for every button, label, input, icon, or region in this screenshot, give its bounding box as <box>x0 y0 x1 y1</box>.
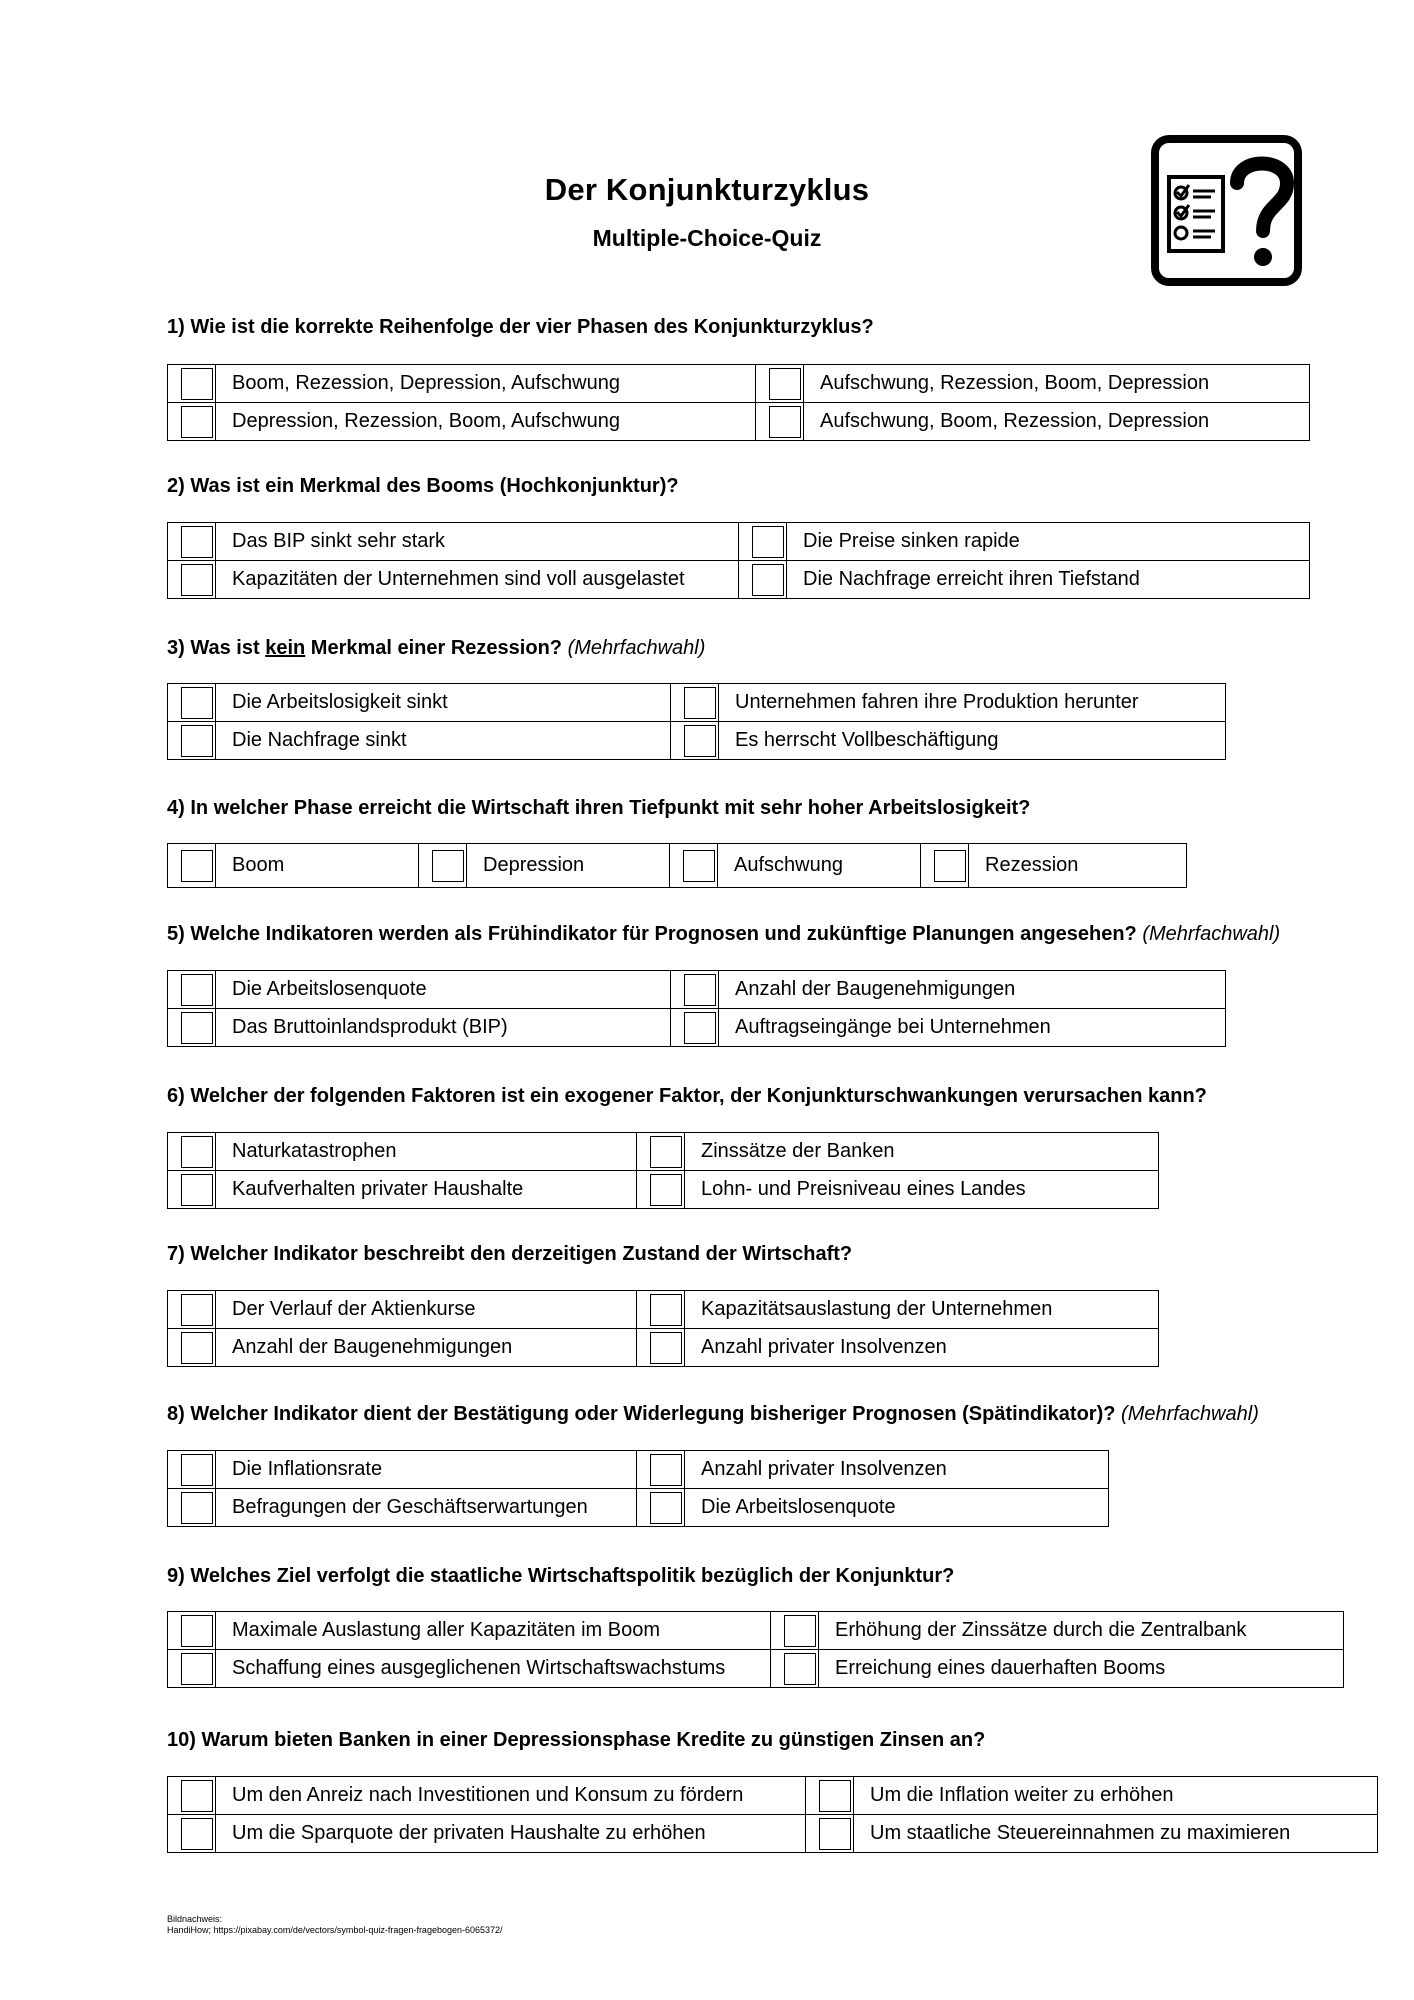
answer-checkbox-cell <box>168 1612 216 1650</box>
answer-checkbox-cell <box>771 1612 819 1650</box>
answer-option: Um die Sparquote der privaten Haushalte zu erhöhen <box>216 1815 806 1853</box>
answer-checkbox-cell <box>637 1329 685 1367</box>
answer-table-7 <box>167 1290 1159 1367</box>
answer-option: Um staatliche Steuereinnahmen zu maximieren <box>854 1815 1378 1853</box>
answer-checkbox[interactable] <box>181 1653 213 1685</box>
answer-option: Die Arbeitslosenquote <box>685 1489 1109 1527</box>
answer-checkbox[interactable] <box>181 1332 213 1364</box>
answer-checkbox-cell <box>637 1133 685 1171</box>
answer-row <box>168 1171 1159 1209</box>
answer-checkbox[interactable] <box>181 974 213 1006</box>
question-text: In welcher Phase erreicht die Wirtschaft ihren Tiefpunkt mit sehr hoher Arbeitslosigkeit? <box>190 797 1031 819</box>
answer-option: Anzahl privater Insolvenzen <box>685 1329 1159 1367</box>
page-subtitle: Multiple-Choice-Quiz <box>592 225 822 251</box>
answer-option: Anzahl der Baugenehmigungen <box>216 1329 637 1367</box>
answer-checkbox-cell <box>419 844 467 888</box>
answer-checkbox[interactable] <box>650 1294 682 1326</box>
answer-checkbox-cell <box>806 1815 854 1853</box>
question-text: Was ist kein Merkmal einer Rezession? <box>190 637 563 659</box>
underlined-word: kein <box>265 637 306 659</box>
answer-checkbox-cell <box>168 1329 216 1367</box>
answer-checkbox-cell <box>637 1291 685 1329</box>
answer-option: Die Preise sinken rapide <box>787 523 1310 561</box>
question-2 <box>167 475 679 498</box>
answer-checkbox[interactable] <box>181 687 213 719</box>
answer-option: Um die Inflation weiter zu erhöhen <box>854 1777 1378 1815</box>
answer-checkbox[interactable] <box>181 368 213 400</box>
answer-row <box>168 1009 1226 1047</box>
answer-checkbox-cell <box>739 523 787 561</box>
answer-checkbox-cell <box>168 1650 216 1688</box>
answer-table-5 <box>167 970 1226 1047</box>
answer-checkbox-cell <box>806 1777 854 1815</box>
image-credit <box>167 1914 503 1936</box>
quiz-checklist-question-icon <box>1151 135 1302 286</box>
answer-checkbox-cell <box>168 523 216 561</box>
answer-checkbox-cell <box>670 844 718 888</box>
answer-checkbox[interactable] <box>769 368 801 400</box>
answer-checkbox[interactable] <box>650 1454 682 1486</box>
question-text: Wie ist die korrekte Reihenfolge der vier Phasen des Konjunkturzyklus? <box>190 316 874 338</box>
answer-row <box>168 1612 1344 1650</box>
answer-checkbox-cell <box>671 684 719 722</box>
answer-option: Aufschwung, Boom, Rezession, Depression <box>804 403 1310 441</box>
answer-row <box>168 1329 1159 1367</box>
answer-checkbox[interactable] <box>684 974 716 1006</box>
question-number: 9) <box>167 1565 185 1587</box>
answer-checkbox-cell <box>756 403 804 441</box>
answer-table-1 <box>167 364 1310 441</box>
answer-checkbox[interactable] <box>181 1492 213 1524</box>
answer-checkbox[interactable] <box>784 1615 816 1647</box>
answer-option: Die Inflationsrate <box>216 1451 637 1489</box>
answer-checkbox[interactable] <box>683 850 715 882</box>
answer-checkbox-cell <box>739 561 787 599</box>
answer-checkbox[interactable] <box>769 406 801 438</box>
answer-checkbox-cell <box>771 1650 819 1688</box>
answer-row <box>168 403 1310 441</box>
answer-checkbox[interactable] <box>684 1012 716 1044</box>
answer-row <box>168 1777 1378 1815</box>
answer-option: Die Arbeitslosigkeit sinkt <box>216 684 671 722</box>
question-7 <box>167 1243 852 1266</box>
answer-checkbox-cell <box>168 1489 216 1527</box>
answer-option: Unternehmen fahren ihre Produktion herunter <box>719 684 1226 722</box>
answer-option: Kaufverhalten privater Haushalte <box>216 1171 637 1209</box>
question-text: Was ist ein Merkmal des Booms (Hochkonjunktur)? <box>190 475 679 497</box>
answer-row <box>168 523 1310 561</box>
question-text: Warum bieten Banken in einer Depressionsphase Kredite zu günstigen Zinsen an? <box>201 1729 986 1751</box>
answer-checkbox-cell <box>168 1009 216 1047</box>
answer-option: Depression, Rezession, Boom, Aufschwung <box>216 403 756 441</box>
answer-row <box>168 365 1310 403</box>
answer-option: Maximale Auslastung aller Kapazitäten im Boom <box>216 1612 771 1650</box>
answer-checkbox-cell <box>637 1451 685 1489</box>
answer-checkbox-cell <box>168 844 216 888</box>
question-hint: (Mehrfachwahl) <box>1142 923 1281 945</box>
answer-option: Aufschwung <box>718 844 921 888</box>
answer-checkbox-cell <box>637 1489 685 1527</box>
answer-checkbox-cell <box>671 722 719 760</box>
answer-checkbox[interactable] <box>650 1174 682 1206</box>
answer-table-4 <box>167 843 1187 888</box>
credit-label: Bildnachweis: <box>167 1914 223 1924</box>
answer-table-3 <box>167 683 1226 760</box>
question-hint: (Mehrfachwahl) <box>1121 1403 1259 1425</box>
question-6 <box>167 1085 1207 1108</box>
answer-row <box>168 684 1226 722</box>
answer-option: Aufschwung, Rezession, Boom, Depression <box>804 365 1310 403</box>
answer-checkbox[interactable] <box>181 1294 213 1326</box>
answer-checkbox[interactable] <box>650 1332 682 1364</box>
question-text: Welcher Indikator beschreibt den derzeitigen Zustand der Wirtschaft? <box>190 1243 853 1265</box>
answer-row <box>168 971 1226 1009</box>
answer-checkbox[interactable] <box>181 1136 213 1168</box>
answer-checkbox[interactable] <box>752 526 784 558</box>
answer-table-8 <box>167 1450 1109 1527</box>
answer-checkbox[interactable] <box>181 1174 213 1206</box>
answer-option: Kapazitätsauslastung der Unternehmen <box>685 1291 1159 1329</box>
answer-checkbox[interactable] <box>934 850 966 882</box>
question-number: 8) <box>167 1403 185 1425</box>
answer-checkbox-cell <box>168 971 216 1009</box>
answer-checkbox-cell <box>168 1291 216 1329</box>
answer-checkbox-cell <box>671 1009 719 1047</box>
answer-row <box>168 1489 1109 1527</box>
question-text: Welche Indikatoren werden als Frühindikator für Prognosen und zukünftige Planungen angesehen? <box>190 923 1137 945</box>
answer-checkbox[interactable] <box>650 1136 682 1168</box>
answer-row <box>168 1815 1378 1853</box>
answer-checkbox[interactable] <box>784 1653 816 1685</box>
answer-option: Schaffung eines ausgeglichenen Wirtschaftswachstums <box>216 1650 771 1688</box>
answer-option: Der Verlauf der Aktienkurse <box>216 1291 637 1329</box>
answer-option: Anzahl der Baugenehmigungen <box>719 971 1226 1009</box>
question-3 <box>167 637 705 660</box>
answer-checkbox-cell <box>168 1171 216 1209</box>
answer-checkbox-cell <box>168 365 216 403</box>
answer-checkbox[interactable] <box>181 1454 213 1486</box>
page-title: Der Konjunkturzyklus <box>544 172 870 207</box>
answer-option: Kapazitäten der Unternehmen sind voll ausgelastet <box>216 561 739 599</box>
answer-option: Die Nachfrage erreicht ihren Tiefstand <box>787 561 1310 599</box>
question-9 <box>167 1565 954 1588</box>
answer-row <box>168 844 1187 888</box>
answer-row <box>168 1650 1344 1688</box>
answer-row <box>168 1133 1159 1171</box>
answer-checkbox[interactable] <box>181 1780 213 1812</box>
question-5 <box>167 923 1280 946</box>
question-8 <box>167 1403 1259 1426</box>
answer-option: Depression <box>467 844 670 888</box>
credit-source: HandiHow; https://pixabay.com/de/vectors/symbol-quiz-fragen-fragebogen-6065372/ <box>167 1925 503 1935</box>
answer-checkbox[interactable] <box>819 1818 851 1850</box>
question-text: Welches Ziel verfolgt die staatliche Wirtschaftspolitik bezüglich der Konjunktur? <box>190 1565 955 1587</box>
answer-option: Das BIP sinkt sehr stark <box>216 523 739 561</box>
answer-checkbox-cell <box>671 971 719 1009</box>
answer-option: Die Arbeitslosenquote <box>216 971 671 1009</box>
question-4 <box>167 797 1030 820</box>
answer-table-9 <box>167 1611 1344 1688</box>
answer-option: Rezession <box>969 844 1187 888</box>
answer-row <box>168 1451 1109 1489</box>
answer-checkbox[interactable] <box>181 1012 213 1044</box>
answer-checkbox[interactable] <box>181 1615 213 1647</box>
answer-option: Das Bruttoinlandsprodukt (BIP) <box>216 1009 671 1047</box>
answer-row <box>168 722 1226 760</box>
answer-option: Naturkatastrophen <box>216 1133 637 1171</box>
answer-row <box>168 561 1310 599</box>
answer-checkbox-cell <box>756 365 804 403</box>
answer-checkbox[interactable] <box>181 850 213 882</box>
answer-checkbox[interactable] <box>181 725 213 757</box>
question-10 <box>167 1729 985 1752</box>
answer-option: Boom <box>216 844 419 888</box>
question-number: 3) <box>167 637 185 659</box>
question-number: 4) <box>167 797 185 819</box>
answer-option: Befragungen der Geschäftserwartungen <box>216 1489 637 1527</box>
answer-checkbox-cell <box>168 403 216 441</box>
answer-checkbox-cell <box>168 1777 216 1815</box>
answer-table-2 <box>167 522 1310 599</box>
answer-checkbox-cell <box>168 684 216 722</box>
answer-checkbox-cell <box>637 1171 685 1209</box>
answer-checkbox[interactable] <box>181 406 213 438</box>
answer-option: Um den Anreiz nach Investitionen und Konsum zu fördern <box>216 1777 806 1815</box>
question-number: 6) <box>167 1085 185 1107</box>
answer-checkbox-cell <box>168 1451 216 1489</box>
answer-option: Es herrscht Vollbeschäftigung <box>719 722 1226 760</box>
question-number: 10) <box>167 1729 196 1751</box>
answer-checkbox-cell <box>168 1133 216 1171</box>
answer-checkbox[interactable] <box>432 850 464 882</box>
answer-checkbox-cell <box>168 1815 216 1853</box>
question-number: 1) <box>167 316 185 338</box>
question-1 <box>167 316 874 339</box>
answer-option: Erreichung eines dauerhaften Booms <box>819 1650 1344 1688</box>
answer-checkbox[interactable] <box>752 564 784 596</box>
answer-row <box>168 1291 1159 1329</box>
answer-option: Zinssätze der Banken <box>685 1133 1159 1171</box>
answer-checkbox[interactable] <box>181 526 213 558</box>
question-hint: (Mehrfachwahl) <box>567 637 706 659</box>
answer-checkbox[interactable] <box>684 687 716 719</box>
question-text: Welcher der folgenden Faktoren ist ein exogener Faktor, der Konjunkturschwankungen verursachen kann? <box>190 1085 1207 1107</box>
question-number: 7) <box>167 1243 185 1265</box>
answer-checkbox-cell <box>168 722 216 760</box>
question-text: Welcher Indikator dient der Bestätigung oder Widerlegung bisheriger Prognosen (Spätindikator)? <box>190 1403 1116 1425</box>
question-number: 2) <box>167 475 185 497</box>
answer-option: Die Nachfrage sinkt <box>216 722 671 760</box>
answer-option: Auftragseingänge bei Unternehmen <box>719 1009 1226 1047</box>
answer-option: Lohn- und Preisniveau eines Landes <box>685 1171 1159 1209</box>
answer-checkbox[interactable] <box>650 1492 682 1524</box>
answer-checkbox[interactable] <box>181 564 213 596</box>
question-number: 5) <box>167 923 185 945</box>
answer-checkbox[interactable] <box>684 725 716 757</box>
answer-table-6 <box>167 1132 1159 1209</box>
answer-option: Anzahl privater Insolvenzen <box>685 1451 1109 1489</box>
answer-checkbox-cell <box>168 561 216 599</box>
answer-table-10 <box>167 1776 1378 1853</box>
answer-checkbox[interactable] <box>819 1780 851 1812</box>
answer-option: Boom, Rezession, Depression, Aufschwung <box>216 365 756 403</box>
answer-option: Erhöhung der Zinssätze durch die Zentralbank <box>819 1612 1344 1650</box>
answer-checkbox-cell <box>921 844 969 888</box>
answer-checkbox[interactable] <box>181 1818 213 1850</box>
